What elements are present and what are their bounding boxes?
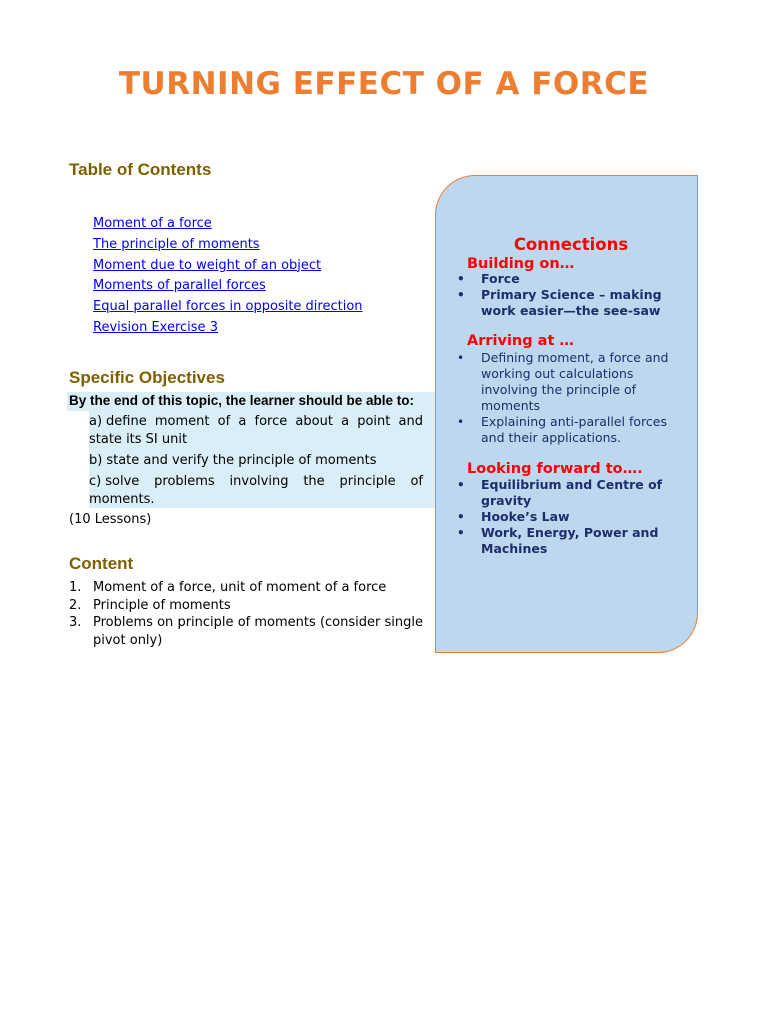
bullet: •: [457, 415, 465, 429]
content-list: [69, 579, 423, 649]
objective-label: a): [89, 414, 103, 429]
bullet: •: [457, 510, 465, 524]
toc-list: [93, 214, 363, 339]
content-number: 1.: [69, 580, 82, 595]
content-number: 3.: [69, 615, 82, 630]
toc-item: [93, 235, 363, 256]
building-on-item: [456, 287, 688, 319]
arriving-at-item: [456, 414, 688, 446]
connections-title: Connections: [513, 235, 629, 254]
toc-link-principle-of-moments[interactable]: The principle of moments: [93, 236, 260, 252]
toc-link-equal-parallel-forces[interactable]: Equal parallel forces in opposite direction: [93, 299, 363, 315]
content-text: Problems on principle of moments (consider single pivot only): [93, 615, 423, 648]
toc-link-moment-due-to-weight[interactable]: Moment due to weight of an object: [93, 257, 322, 273]
looking-forward-item: [456, 509, 688, 525]
toc-heading: Table of Contents: [69, 160, 212, 179]
content-item: [69, 597, 423, 615]
objectives-heading: Specific Objectives: [69, 368, 225, 387]
bullet: •: [457, 351, 465, 365]
objective-item: [89, 452, 423, 470]
looking-forward-heading: Looking forward to….: [467, 461, 643, 477]
toc-item: [93, 318, 363, 339]
toc-item: [93, 276, 363, 297]
building-on-list: [456, 271, 688, 319]
bullet: •: [457, 478, 465, 492]
building-on-heading: Building on…: [467, 256, 575, 272]
lessons-count: (10 Lessons): [69, 512, 152, 527]
bullet: •: [457, 288, 465, 302]
content-number: 2.: [69, 597, 82, 613]
building-on-item: [456, 271, 688, 287]
looking-forward-item: [456, 477, 688, 509]
toc-item: [93, 256, 363, 277]
objectives-indent-gap: [67, 411, 89, 508]
content-text: Principle of moments: [93, 597, 231, 613]
toc-link-revision-exercise[interactable]: Revision Exercise 3: [93, 319, 218, 335]
building-on-text: Primary Science – making work easier—the see-saw: [481, 287, 662, 318]
bullet: •: [457, 526, 465, 540]
arriving-at-heading: Arriving at …: [467, 333, 574, 349]
objective-text: state and verify the principle of moments: [106, 453, 377, 468]
toc-link-moments-of-parallel-forces[interactable]: Moments of parallel forces: [93, 278, 266, 294]
content-text: Moment of a force, unit of moment of a force: [93, 580, 387, 595]
objective-item: [89, 413, 423, 448]
toc-item: [93, 297, 363, 318]
arriving-at-item: [456, 350, 688, 414]
page-title: TURNING EFFECT OF A FORCE: [118, 66, 650, 102]
objectives-intro: By the end of this topic, the learner should be able to:: [69, 393, 415, 408]
bullet: •: [457, 272, 465, 286]
objective-item: [89, 473, 423, 508]
objective-label: c): [89, 474, 102, 489]
looking-forward-text: Equilibrium and Centre of gravity: [481, 477, 663, 508]
objective-text: solve problems involving the principle of moments.: [89, 474, 423, 507]
looking-forward-text: Hooke’s Law: [481, 509, 570, 524]
objective-label: b): [89, 453, 103, 468]
building-on-text: Force: [481, 271, 520, 286]
looking-forward-item: [456, 525, 688, 557]
toc-item: [93, 214, 363, 235]
arriving-at-text: Explaining anti-parallel forces and their applications.: [481, 414, 667, 445]
content-item: [69, 579, 423, 597]
arriving-at-list: [456, 350, 688, 446]
looking-forward-list: [456, 477, 688, 557]
content-item: [69, 614, 423, 649]
toc-link-moment-of-a-force[interactable]: Moment of a force: [93, 216, 212, 231]
looking-forward-text: Work, Energy, Power and Machines: [481, 525, 659, 556]
objective-text: define moment of a force about a point and state its SI unit: [89, 414, 423, 447]
arriving-at-text: Defining moment, a force and working out calculations involving the principle of moments: [481, 350, 669, 413]
content-heading: Content: [69, 554, 134, 573]
